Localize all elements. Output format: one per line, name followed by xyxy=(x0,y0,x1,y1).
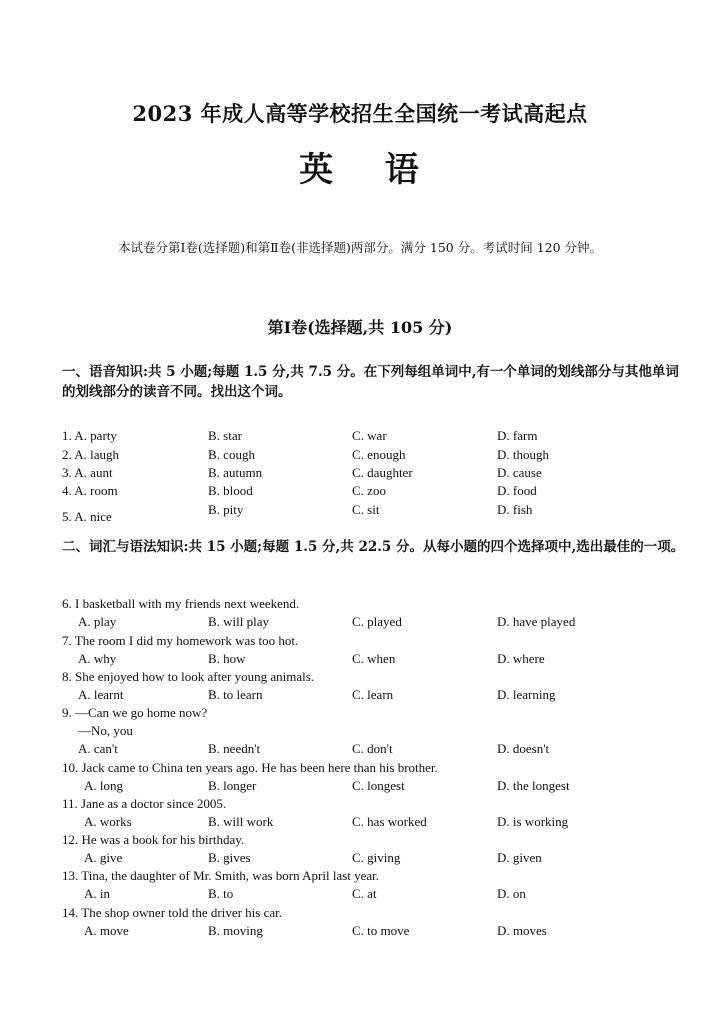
question-stem: 7. The room I did my homework was too hot. xyxy=(62,633,299,648)
question-stem-reply: —No, you xyxy=(78,723,133,738)
option: D. cause xyxy=(497,465,542,480)
option: D. have played xyxy=(497,614,576,629)
option: B. cough xyxy=(208,447,255,462)
subject-title: 英 语 xyxy=(299,150,421,190)
option: D. doesn't xyxy=(497,741,550,756)
option: B. how xyxy=(208,651,246,666)
option: D. is working xyxy=(497,814,569,829)
option: B. gives xyxy=(208,850,251,865)
option: D. the longest xyxy=(497,778,570,793)
option: A. learnt xyxy=(78,687,124,702)
option: D. food xyxy=(497,483,537,498)
option: D. given xyxy=(497,850,542,865)
part-one-title: 第Ⅰ卷(选择题,共 105 分) xyxy=(267,318,453,337)
question-row xyxy=(62,778,682,796)
option: B. moving xyxy=(208,923,263,938)
question-stem: 8. She enjoyed how to look after young animals. xyxy=(62,669,315,684)
option: D. fish xyxy=(497,502,533,517)
exam-title: 2023 年成人高等学校招生全国统一考试高起点 xyxy=(132,101,588,126)
option: C. don't xyxy=(352,741,393,756)
question-row xyxy=(62,465,682,483)
question-stem: 9. —Can we go home now? xyxy=(62,705,208,720)
question-row xyxy=(62,687,682,705)
section-one-instructions: 一、语音知识:共 5 小题;每题 1.5 分,共 7.5 分。在下列每组单词中,有一个单词的划线部分与其他单词的划线部分的读音不同。找出这个词。 xyxy=(62,364,679,400)
question-row xyxy=(62,850,682,868)
option: D. moves xyxy=(497,923,547,938)
option: 3. A. aunt xyxy=(62,465,113,480)
option: C. longest xyxy=(352,778,405,793)
question-row xyxy=(62,886,682,904)
option: C. enough xyxy=(352,447,406,462)
option: B. to xyxy=(208,886,234,901)
option: C. played xyxy=(352,614,402,629)
option: A. in xyxy=(84,886,110,901)
option: B. longer xyxy=(208,778,257,793)
option: D. farm xyxy=(497,428,538,443)
option: C. daughter xyxy=(352,465,413,480)
option: D. where xyxy=(497,651,545,666)
question-row xyxy=(62,814,682,832)
option: 1. A. party xyxy=(62,428,117,443)
option: B. needn't xyxy=(208,741,261,756)
option: A. move xyxy=(84,923,129,938)
option: C. when xyxy=(352,651,396,666)
option: A. give xyxy=(84,850,123,865)
question-row xyxy=(62,651,682,669)
option: C. to move xyxy=(352,923,410,938)
question-row xyxy=(62,741,682,759)
option: C. giving xyxy=(352,850,401,865)
option: C. sit xyxy=(352,502,380,517)
option: B. blood xyxy=(208,483,253,498)
question-stem: 10. Jack came to China ten years ago. He has been here than his brother. xyxy=(62,760,438,775)
option: A. works xyxy=(84,814,132,829)
option: 5. A. nice xyxy=(62,509,112,524)
option: A. can't xyxy=(78,741,118,756)
option: C. war xyxy=(352,428,387,443)
option: B. will work xyxy=(208,814,274,829)
option: A. play xyxy=(78,614,117,629)
option: C. has worked xyxy=(352,814,427,829)
question-stem: 14. The shop owner told the driver his car. xyxy=(62,905,282,920)
option: B. pity xyxy=(208,502,244,517)
option: B. star xyxy=(208,428,242,443)
question-stem: 6. I basketball with my friends next weekend. xyxy=(62,596,300,611)
question-row xyxy=(62,483,682,501)
option: D. learning xyxy=(497,687,556,702)
exam-intro: 本试卷分第Ⅰ卷(选择题)和第Ⅱ卷(非选择题)两部分。满分 150 分。考试时间 120 分钟。 xyxy=(117,240,603,255)
question-row xyxy=(62,614,682,632)
question-stem: 12. He was a book for his birthday. xyxy=(62,832,245,847)
option: D. though xyxy=(497,447,549,462)
option: A. long xyxy=(84,778,123,793)
option: B. autumn xyxy=(208,465,263,480)
option: 2. A. laugh xyxy=(62,447,120,462)
question-row xyxy=(62,447,682,465)
option: C. at xyxy=(352,886,377,901)
option: B. to learn xyxy=(208,687,263,702)
question-stem: 11. Jane as a doctor since 2005. xyxy=(62,796,227,811)
question-row xyxy=(62,923,682,941)
option: A. why xyxy=(78,651,117,666)
question-row xyxy=(62,428,682,446)
option: C. learn xyxy=(352,687,394,702)
option: 4. A. room xyxy=(62,483,118,498)
option: B. will play xyxy=(208,614,270,629)
option: D. on xyxy=(497,886,526,901)
section-two-instructions: 二、词汇与语法知识:共 15 小题;每题 1.5 分,共 22.5 分。从每小题的四个选择项中,选出最佳的一项。 xyxy=(62,539,685,555)
option: C. zoo xyxy=(352,483,386,498)
question-stem: 13. Tina, the daughter of Mr. Smith, was born April last year. xyxy=(62,868,380,883)
question-row xyxy=(62,502,682,524)
